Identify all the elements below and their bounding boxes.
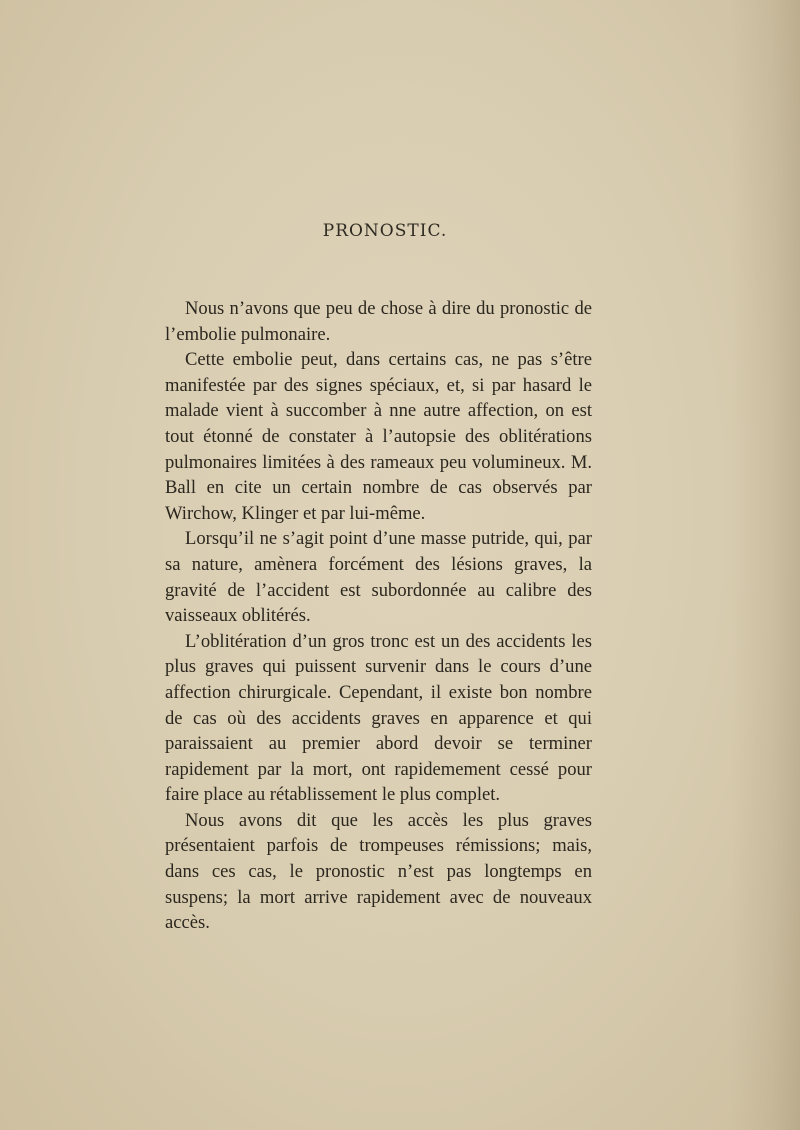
- paragraph-1: Nous n’avons que peu de chose à dire du pronostic de l’embolie pulmonaire.: [165, 298, 592, 345]
- paragraph-2: Cette embolie peut, dans certains cas, ne pas s’être manifestée par des signes spéciaux, et, si par hasard le malade vient à succomber à nne autre affection, on est tout étonné de constater à l’autopsie des oblitérations pulmonaires limitées à des rameaux peu volumineux. M. Ball en cite un certain nombre de cas observés par Wirchow, Klinger et par lui-même.: [165, 349, 592, 524]
- body-text: [165, 296, 592, 936]
- paragraph-3: Lorsqu’il ne s’agit point d’une masse putride, qui, par sa nature, amènera forcément des lésions graves, la gravité de l’accident est subordonnée au calibre des vaisseaux oblitérés.: [165, 528, 592, 627]
- page-title: PRONOSTIC.: [322, 221, 448, 241]
- page-edge-shadow: [730, 0, 800, 1130]
- paragraph-5: Nous avons dit que les accès les plus graves présentaient parfois de trompeuses rémissions; mais, dans ces cas, le pronostic n’est pas longtemps en suspens; la mort arrive rapidement avec de nouveaux accès.: [165, 809, 592, 934]
- paragraph-4: L’oblitération d’un gros tronc est un des accidents les plus graves qui puissent survenir dans le cours d’une affection chirurgicale. Cependant, il existe bon nombre de cas où des accidents graves en apparence et qui paraissaient au premier abord devoir se terminer rapidement par la mort, ont rapidemement cessé pour faire place au rétablissement le plus complet.: [165, 630, 592, 806]
